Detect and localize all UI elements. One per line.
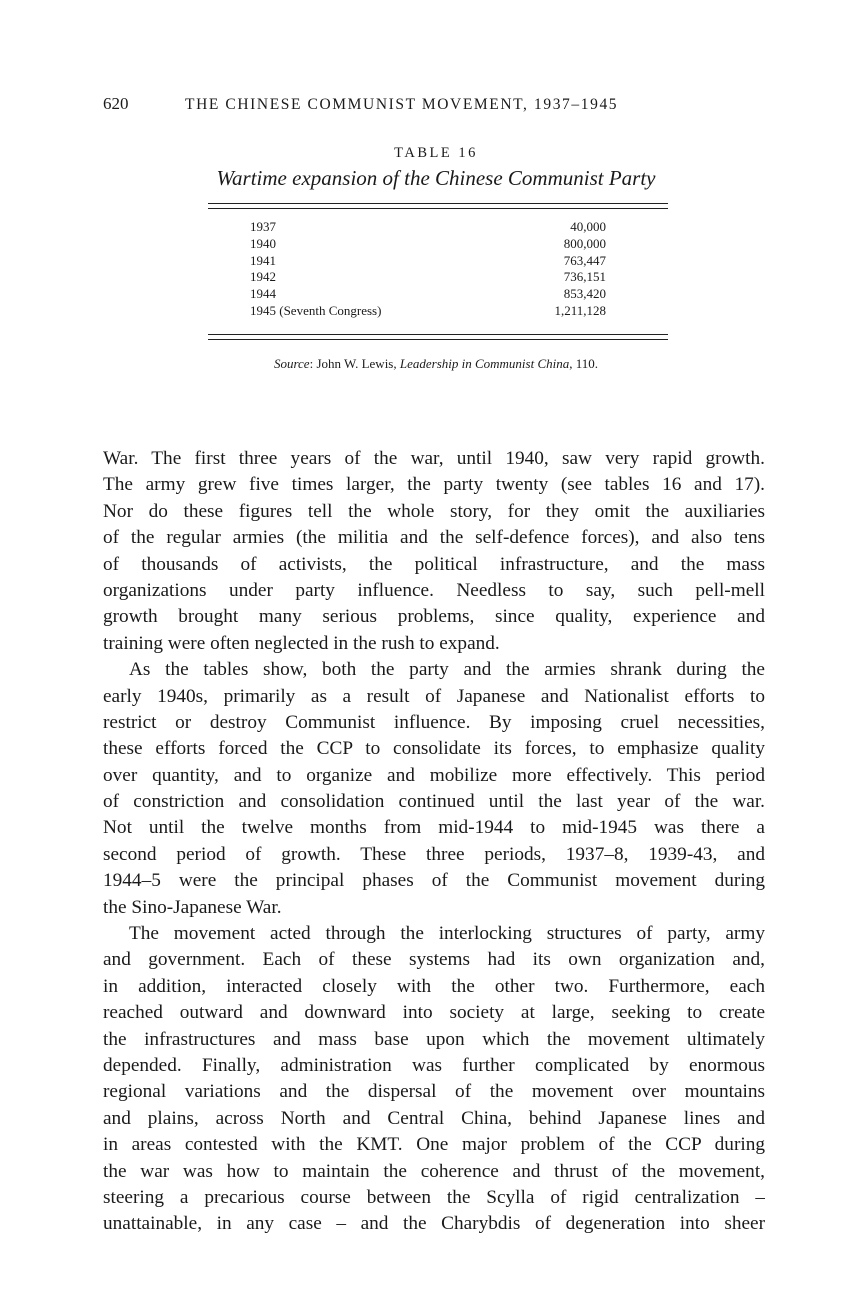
table-row — [250, 219, 630, 236]
table-title: Wartime expansion of the Chinese Communist Party — [216, 166, 656, 190]
members-cell: 800,000 — [563, 235, 606, 251]
text-line: and plains, across North and Central China, behind Japanese lines and — [103, 1107, 765, 1129]
text-line: in addition, interacted closely with the other two. Furthermore, each — [103, 975, 765, 997]
text-line: in areas contested with the KMT. One major problem of the CCP during — [103, 1134, 765, 1156]
table-bottom-rule-2 — [208, 339, 668, 340]
running-title: THE CHINESE COMMUNIST MOVEMENT, 1937–1945 — [185, 96, 619, 113]
members-cell: 736,151 — [563, 269, 606, 285]
text-line: 1944–5 were the principal phases of the Communist movement during — [103, 870, 765, 892]
source-book-title: Leadership in Communist China — [399, 356, 570, 371]
source-text-b: , 110. — [569, 356, 599, 371]
text-line: and government. Each of these systems had its own organization and, — [103, 949, 765, 971]
text-line: over quantity, and to organize and mobilize more effectively. This period — [103, 764, 765, 786]
text-line: the war was how to maintain the coherence and thrust of the movement, — [103, 1160, 765, 1182]
table-row — [250, 303, 630, 320]
text-line: these efforts forced the CCP to consolidate its forces, to emphasize quality — [103, 738, 765, 760]
members-cell: 1,211,128 — [554, 302, 606, 318]
year-cell: 1941 — [250, 252, 276, 268]
body-text — [103, 446, 765, 1238]
page-number: 620 — [103, 94, 129, 113]
text-line: of constriction and consolidation continued until the last year of the war. — [103, 791, 765, 813]
text-line: The army grew five times larger, the party twenty (see tables 16 and 17). — [103, 474, 765, 496]
table-source-note — [206, 355, 666, 373]
table-row — [250, 236, 630, 253]
table-top-rule-1 — [208, 203, 668, 204]
table-top-rule-2 — [208, 208, 668, 209]
year-cell: 1937 — [250, 219, 276, 234]
text-line: reached outward and downward into society at large, seeking to create — [103, 1002, 765, 1024]
source-text-a: : John W. Lewis, — [309, 356, 400, 371]
text-line: training were often neglected in the rush to expand. — [103, 632, 500, 654]
year-cell: 1945 (Seventh Congress) — [250, 302, 382, 318]
paragraph-1 — [103, 446, 765, 657]
text-line: the Sino-Japanese War. — [103, 896, 282, 918]
table-row — [250, 269, 630, 286]
members-cell: 763,447 — [563, 252, 606, 268]
table-row — [250, 286, 630, 303]
source-prefix: Source — [273, 356, 310, 371]
members-cell: 853,420 — [563, 286, 606, 302]
year-cell: 1940 — [250, 235, 276, 251]
text-line: Nor do these figures tell the whole story, for they omit the auxiliaries — [103, 500, 765, 522]
table-body — [250, 219, 630, 320]
text-line: unattainable, in any case – and the Charybdis of degeneration into sheer — [103, 1213, 765, 1235]
text-line: As the tables show, both the party and the armies shrank during the — [129, 659, 765, 681]
year-cell: 1942 — [250, 269, 276, 285]
running-header — [103, 92, 763, 116]
table-label: TABLE 16 — [394, 145, 478, 161]
table-bottom-rule-1 — [208, 334, 668, 335]
members-cell: 40,000 — [570, 219, 606, 234]
text-line: growth brought many serious problems, since quality, experience and — [103, 606, 765, 628]
text-line: Not until the twelve months from mid-1944 to mid-1945 was there a — [103, 817, 765, 839]
text-line: early 1940s, primarily as a result of Japanese and Nationalist efforts to — [103, 685, 765, 707]
text-line: the infrastructures and mass base upon which the movement ultimately — [103, 1028, 765, 1050]
text-line: War. The first three years of the war, until 1940, saw very rapid growth. — [103, 448, 765, 469]
text-line: steering a precarious course between the Scylla of rigid centralization – — [103, 1186, 765, 1208]
text-line: The movement acted through the interlocking structures of party, army — [129, 923, 765, 945]
text-line: restrict or destroy Communist influence. By imposing cruel necessities, — [103, 711, 765, 733]
text-line: of the regular armies (the militia and the self-defence forces), and also tens — [103, 527, 765, 549]
paragraph-2 — [103, 657, 765, 921]
text-line: regional variations and the dispersal of the movement over mountains — [103, 1081, 765, 1103]
text-line: second period of growth. These three periods, 1937–8, 1939-43, and — [103, 843, 765, 865]
table-row — [250, 253, 630, 270]
text-line: of thousands of activists, the political infrastructure, and the mass — [103, 553, 765, 575]
text-line: depended. Finally, administration was further complicated by enormous — [103, 1054, 765, 1076]
paragraph-3 — [103, 921, 765, 1238]
text-line: organizations under party influence. Needless to say, such pell-mell — [103, 579, 765, 601]
year-cell: 1944 — [250, 286, 276, 302]
